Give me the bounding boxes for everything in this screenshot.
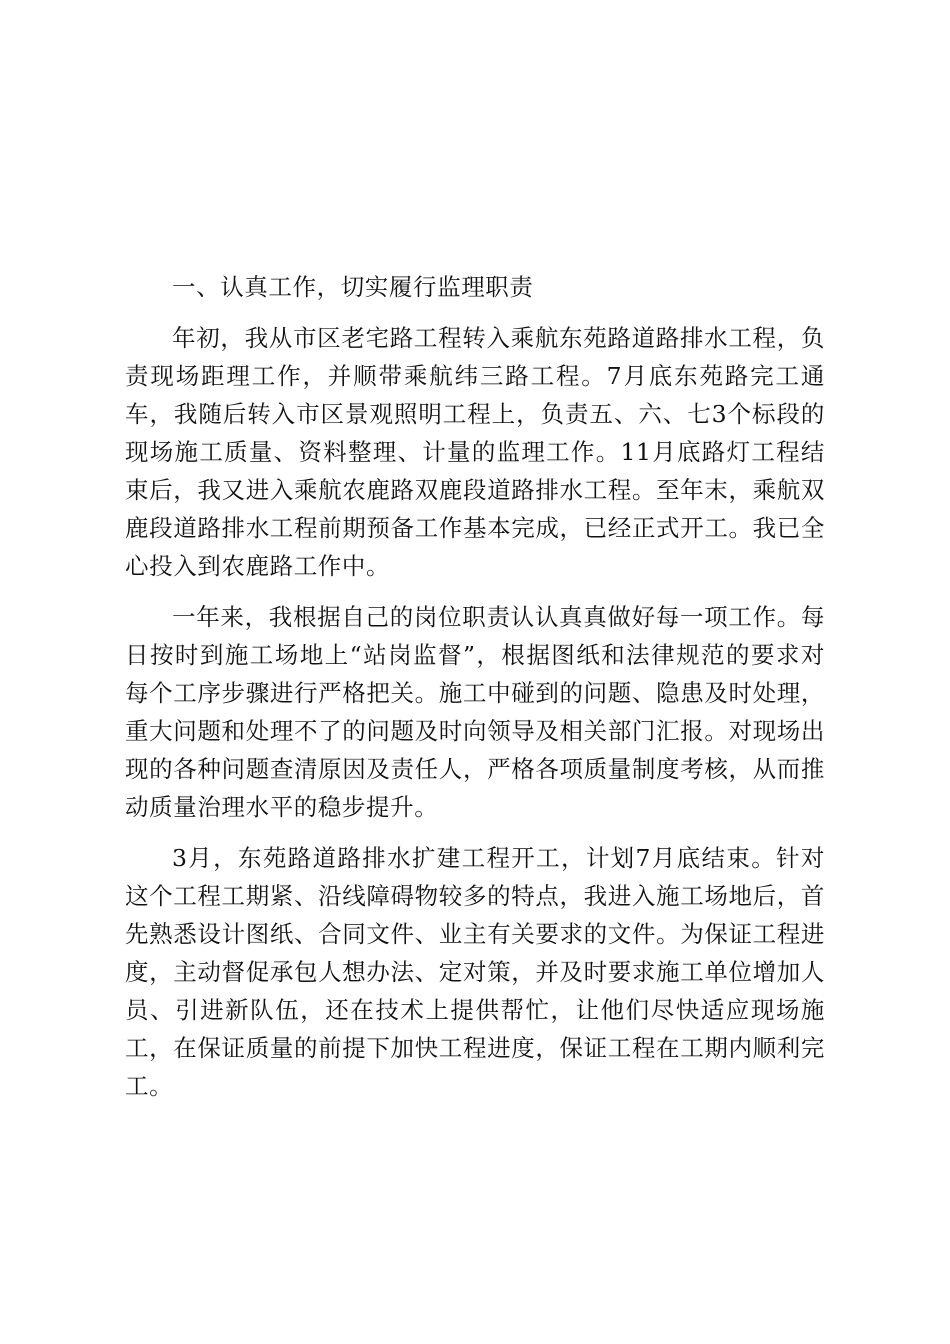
paragraph-1: 年初，我从市区老宅路工程转入乘航东苑路道路排水工程，负责现场距理工作，并顺带乘航纬三路工程。7月底东苑路完工通车，我随后转入市区景观照明工程上，负责五、六、七3个标段的现场施工质量、资料整理、计量的监理工作。11月底路灯工程结束后，我又进入乘航农鹿路双鹿段道路排水工程。至年末，乘航双鹿段道路排水工程前期预备工作基本完成，已经正式开工。我已全心投入到农鹿路工作中。 (125, 324, 825, 580)
spacer (125, 585, 825, 598)
spacer (125, 826, 825, 839)
section-heading: 一、认真工作，切实履行监理职责 (172, 273, 534, 301)
document-body (125, 268, 825, 1105)
spacer (125, 306, 825, 319)
paragraph-3: 3月，东苑路道路排水扩建工程开工，计划7月底结束。针对这个工程工期紧、沿线障碍物较多的特点，我进入施工场地后，首先熟悉设计图纸、合同文件、业主有关要求的文件。为保证工程进度，主动督促承包人想办法、定对策，并及时要求施工单位增加人员、引进新队伍，还在技术上提供帮忙，让他们尽快适应现场施工，在保证质量的前提下加快工程进度，保证工程在工期内顺利完工。 (125, 844, 825, 1100)
paragraph-2: 一年来，我根据自己的岗位职责认认真真做好每一项工作。每日按时到施工场地上“站岗监督”，根据图纸和法律规范的要求对每个工序步骤进行严格把关。施工中碰到的问题、隐患及时处理，重大问题和处理不了的问题及时向领导及相关部门汇报。对现场出现的各种问题查清原因及责任人，严格各项质量制度考核，从而推动质量治理水平的稳步提升。 (125, 603, 825, 821)
